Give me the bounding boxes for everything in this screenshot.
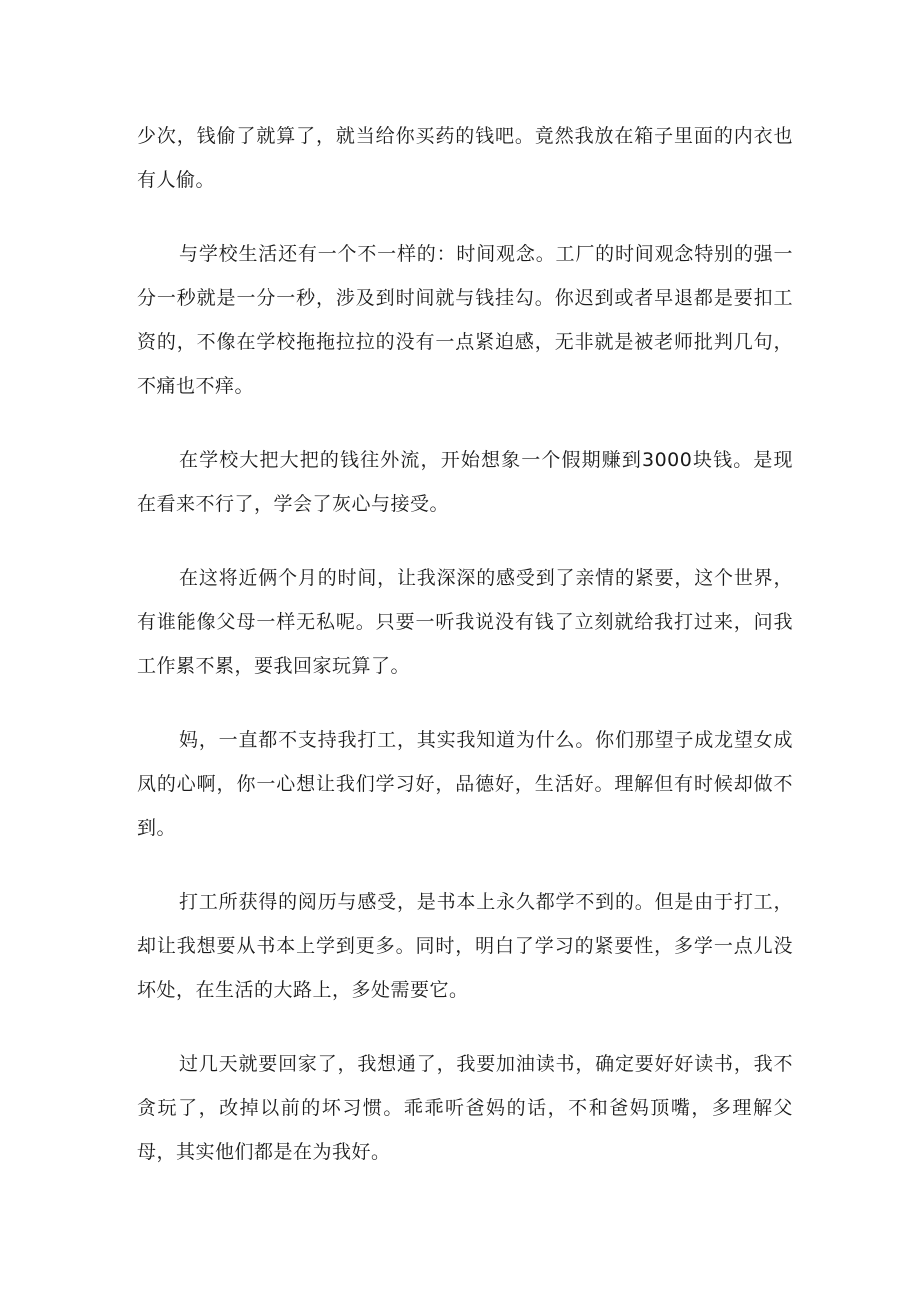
document-body bbox=[137, 114, 793, 1174]
paragraph-2: 与学校生活还有一个不一样的：时间观念。工厂的时间观念特别的强一分一秒就是一分一秒，涉及到时间就与钱挂勾。你迟到或者早退都是要扣工资的，不像在学校拖拖拉拉的没有一点紧迫感，无非就是被老师批判几句，不痛也不痒。 bbox=[137, 243, 793, 397]
paragraph-1: 少次，钱偷了就算了，就当给你买药的钱吧。竟然我放在箱子里面的内衣也有人偷。 bbox=[137, 125, 793, 191]
paragraph-6: 打工所获得的阅历与感受，是书本上永久都学不到的。但是由于打工，却让我想要从书本上学到更多。同时，明白了学习的紧要性，多学一点儿没坏处，在生活的大路上，多处需要它。 bbox=[137, 891, 793, 1001]
paragraph-5: 妈，一直都不支持我打工，其实我知道为什么。你们那望子成龙望女成凤的心啊，你一心想让我们学习好，品德好，生活好。理解但有时候却做不到。 bbox=[137, 729, 793, 839]
paragraph-7: 过几天就要回家了，我想通了，我要加油读书，确定要好好读书，我不贪玩了，改掉以前的坏习惯。乖乖听爸妈的话，不和爸妈顶嘴，多理解父母，其实他们都是在为我好。 bbox=[137, 1053, 793, 1163]
paragraph-3: 在学校大把大把的钱往外流，开始想象一个假期赚到3000块钱。是现在看来不行了，学会了灰心与接受。 bbox=[137, 449, 793, 515]
paragraph-4: 在这将近俩个月的时间，让我深深的感受到了亲情的紧要，这个世界，有谁能像父母一样无私呢。只要一听我说没有钱了立刻就给我打过来，问我工作累不累，要我回家玩算了。 bbox=[137, 567, 793, 677]
